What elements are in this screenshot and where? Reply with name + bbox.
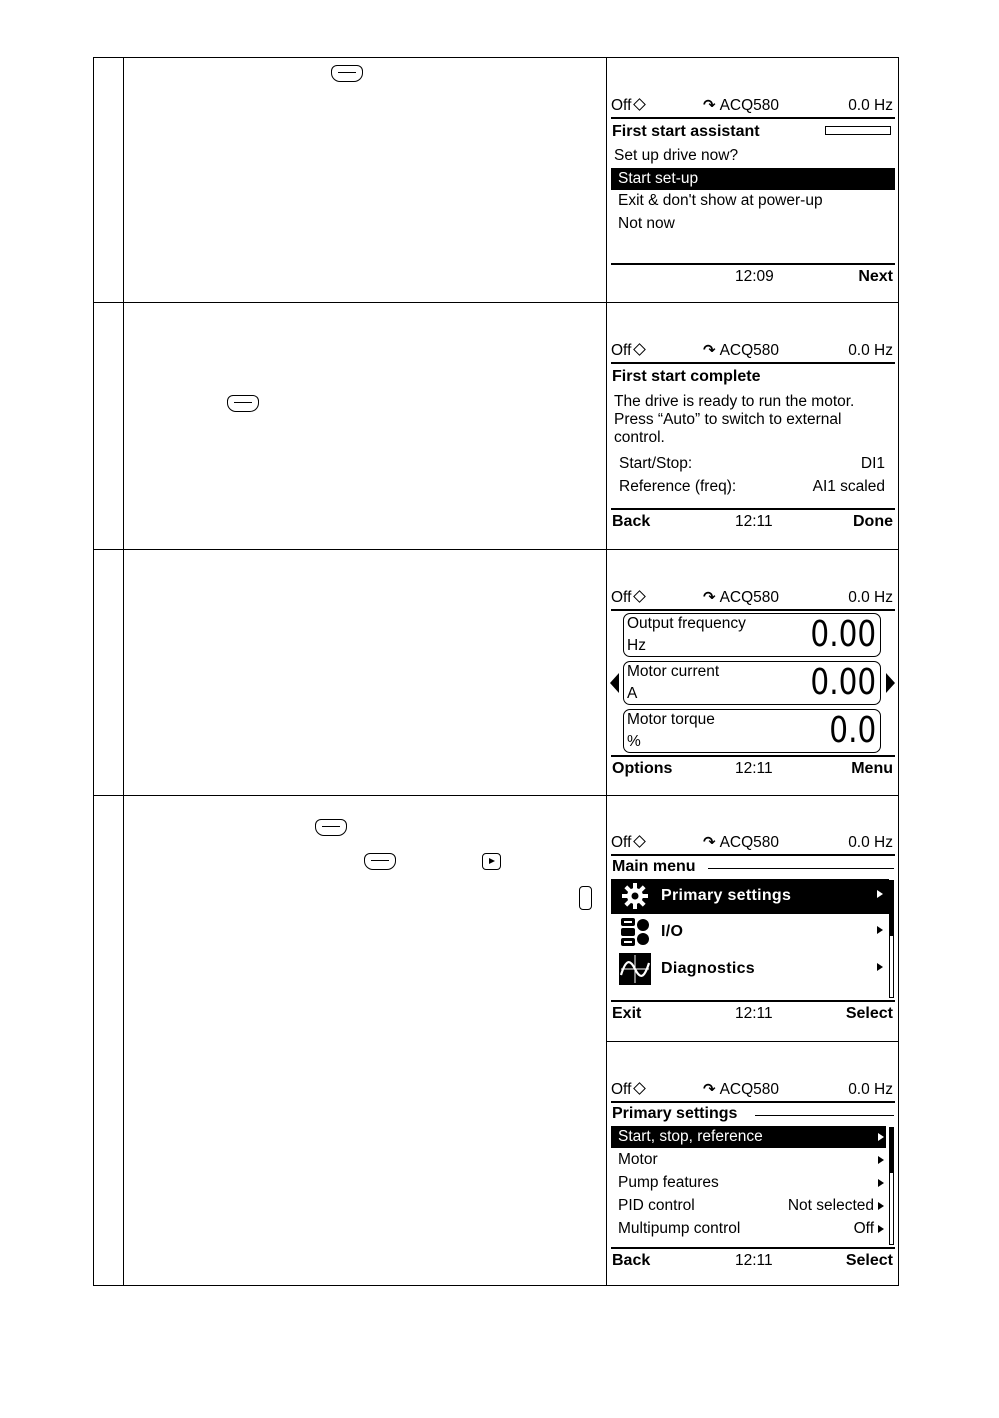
back-softkey[interactable]: Back bbox=[612, 513, 651, 530]
screen-title: Main menu bbox=[612, 858, 696, 875]
column-divider-screen bbox=[606, 58, 607, 1285]
done-softkey[interactable]: Done bbox=[853, 513, 893, 530]
option-start-setup[interactable]: Start set-up bbox=[611, 168, 895, 190]
exit-softkey[interactable]: Exit bbox=[612, 1005, 642, 1022]
scrollbar[interactable] bbox=[889, 1127, 894, 1245]
start-stop-label: Start/Stop: bbox=[619, 455, 693, 472]
mode-label: Off bbox=[611, 1081, 632, 1098]
back-softkey[interactable]: Back bbox=[612, 1252, 651, 1269]
meter-output-frequency bbox=[623, 613, 881, 657]
display-first-start-complete bbox=[608, 340, 898, 540]
display-primary-settings bbox=[608, 1079, 898, 1279]
meter-value: 0.00 bbox=[810, 662, 876, 703]
status-bar bbox=[611, 1079, 895, 1103]
meter-name: Motor torque bbox=[627, 711, 715, 728]
column-divider-step bbox=[123, 58, 124, 1285]
meter-unit: A bbox=[627, 685, 638, 702]
status-value: 0.0 Hz bbox=[848, 1081, 893, 1098]
mode-label: Off bbox=[611, 342, 632, 359]
meter-value: 0.0 bbox=[829, 710, 876, 751]
drive-name: ACQ580 bbox=[719, 97, 780, 114]
mode-label: Off bbox=[611, 589, 632, 606]
clock: 12:09 bbox=[735, 268, 774, 285]
io-icon bbox=[619, 916, 651, 948]
menu-item-label: Pump features bbox=[618, 1174, 719, 1191]
softkey-bar bbox=[611, 508, 895, 534]
menu-item-label: I/O bbox=[661, 923, 684, 940]
message-line-2: Press “Auto” to switch to external bbox=[614, 411, 842, 428]
menu-item-label: Multipump control bbox=[618, 1220, 741, 1237]
options-softkey[interactable]: Options bbox=[612, 760, 673, 777]
mode-label: Off bbox=[611, 97, 632, 114]
key-icon bbox=[579, 886, 592, 910]
message-line-3: control. bbox=[614, 429, 665, 446]
status-value: 0.0 Hz bbox=[848, 97, 893, 114]
submenu-arrow-icon bbox=[877, 963, 883, 971]
rotation-arrow-icon: ↷ bbox=[703, 589, 716, 606]
select-softkey[interactable]: Select bbox=[845, 1005, 893, 1022]
menu-item-start-stop-reference[interactable] bbox=[611, 1126, 886, 1148]
status-bar bbox=[611, 832, 895, 856]
scroll-thumb[interactable] bbox=[890, 881, 893, 936]
menu-item-label: Primary settings bbox=[661, 887, 792, 904]
softkey-icon bbox=[227, 395, 259, 412]
waveform-icon bbox=[619, 953, 651, 985]
meter-name: Output frequency bbox=[627, 615, 746, 632]
menu-item-label: Motor bbox=[618, 1151, 658, 1168]
softkey-icon bbox=[364, 853, 396, 870]
softkey-bar bbox=[611, 1247, 895, 1273]
meter-name: Motor current bbox=[627, 663, 720, 680]
clock: 12:11 bbox=[735, 1252, 773, 1269]
menu-item-value: Not selected bbox=[787, 1197, 874, 1214]
status-bar bbox=[611, 587, 895, 611]
option-exit[interactable]: Exit & don't show at power-up bbox=[618, 192, 823, 209]
drive-name: ACQ580 bbox=[719, 834, 780, 851]
status-value: 0.0 Hz bbox=[848, 342, 893, 359]
drive-name: ACQ580 bbox=[719, 342, 780, 359]
row-divider-2 bbox=[94, 549, 898, 550]
row-divider-1 bbox=[94, 302, 898, 303]
menu-item-diagnostics[interactable] bbox=[611, 952, 889, 987]
screen-title: First start complete bbox=[612, 368, 761, 385]
softkey-bar bbox=[611, 263, 895, 289]
right-arrow-key-icon bbox=[482, 853, 501, 870]
menu-item-primary-settings[interactable] bbox=[611, 879, 889, 914]
menu-item-motor[interactable] bbox=[611, 1149, 886, 1171]
title-rule bbox=[708, 868, 894, 869]
start-stop-value: DI1 bbox=[860, 455, 885, 472]
submenu-arrow-icon bbox=[877, 890, 883, 898]
mode-label: Off bbox=[611, 834, 632, 851]
next-softkey[interactable]: Next bbox=[858, 268, 893, 285]
softkey-bar bbox=[611, 1000, 895, 1026]
clock: 12:11 bbox=[735, 760, 773, 777]
status-value: 0.0 Hz bbox=[848, 589, 893, 606]
display-home-view bbox=[608, 587, 898, 787]
off-diamond-icon bbox=[634, 98, 647, 111]
rotation-arrow-icon: ↷ bbox=[703, 834, 716, 851]
off-diamond-icon bbox=[634, 835, 647, 848]
submenu-arrow-icon bbox=[878, 1156, 884, 1164]
meter-value: 0.00 bbox=[810, 614, 876, 655]
status-bar bbox=[611, 340, 895, 364]
meter-unit: % bbox=[627, 733, 641, 750]
submenu-arrow-icon bbox=[878, 1202, 884, 1210]
submenu-arrow-icon bbox=[878, 1179, 884, 1187]
submenu-arrow-icon bbox=[878, 1225, 884, 1233]
scroll-thumb[interactable] bbox=[890, 1128, 893, 1173]
screen-title: Primary settings bbox=[612, 1105, 738, 1122]
gear-icon bbox=[619, 880, 651, 912]
softkey-icon bbox=[315, 819, 347, 836]
reference-value: AI1 scaled bbox=[812, 478, 885, 495]
status-bar bbox=[611, 95, 895, 119]
meter-motor-current bbox=[623, 661, 881, 705]
menu-item-multipump-control[interactable] bbox=[611, 1218, 886, 1240]
menu-item-label: Start, stop, reference bbox=[618, 1128, 763, 1145]
clock: 12:11 bbox=[735, 513, 773, 530]
screen-title: First start assistant bbox=[612, 123, 760, 140]
meter-motor-torque bbox=[623, 709, 881, 753]
menu-item-io[interactable] bbox=[611, 915, 889, 950]
off-diamond-icon bbox=[634, 1082, 647, 1095]
rotation-arrow-icon: ↷ bbox=[703, 97, 716, 114]
menu-item-value: Off bbox=[853, 1220, 874, 1237]
menu-item-pid-control[interactable] bbox=[611, 1195, 886, 1217]
row-divider-4-screen bbox=[606, 1041, 898, 1042]
reference-label: Reference (freq): bbox=[619, 478, 737, 495]
menu-item-label: PID control bbox=[618, 1197, 695, 1214]
menu-item-label: Diagnostics bbox=[661, 960, 755, 977]
meter-unit: Hz bbox=[627, 637, 646, 654]
submenu-arrow-icon bbox=[878, 1133, 884, 1141]
row-divider-3 bbox=[94, 795, 898, 796]
menu-item-pump-features[interactable] bbox=[611, 1172, 886, 1194]
rotation-arrow-icon: ↷ bbox=[703, 1081, 716, 1098]
title-rule bbox=[755, 1115, 894, 1116]
progress-bar bbox=[825, 126, 891, 135]
drive-name: ACQ580 bbox=[719, 589, 780, 606]
drive-name: ACQ580 bbox=[719, 1081, 780, 1098]
off-diamond-icon bbox=[634, 590, 647, 603]
submenu-arrow-icon bbox=[877, 926, 883, 934]
display-main-menu bbox=[608, 832, 898, 1032]
clock: 12:11 bbox=[735, 1005, 773, 1022]
option-not-now[interactable]: Not now bbox=[618, 215, 675, 232]
question-text: Set up drive now? bbox=[614, 147, 739, 164]
scrollbar[interactable] bbox=[889, 880, 894, 998]
menu-softkey[interactable]: Menu bbox=[851, 760, 893, 777]
left-arrow-icon bbox=[610, 673, 619, 693]
softkey-icon bbox=[331, 65, 363, 82]
display-first-start-assistant bbox=[608, 95, 898, 295]
rotation-arrow-icon: ↷ bbox=[703, 342, 716, 359]
right-arrow-icon bbox=[886, 673, 895, 693]
off-diamond-icon bbox=[634, 343, 647, 356]
status-value: 0.0 Hz bbox=[848, 834, 893, 851]
softkey-bar bbox=[611, 755, 895, 781]
message-line-1: The drive is ready to run the motor. bbox=[614, 393, 855, 410]
select-softkey[interactable]: Select bbox=[845, 1252, 893, 1269]
